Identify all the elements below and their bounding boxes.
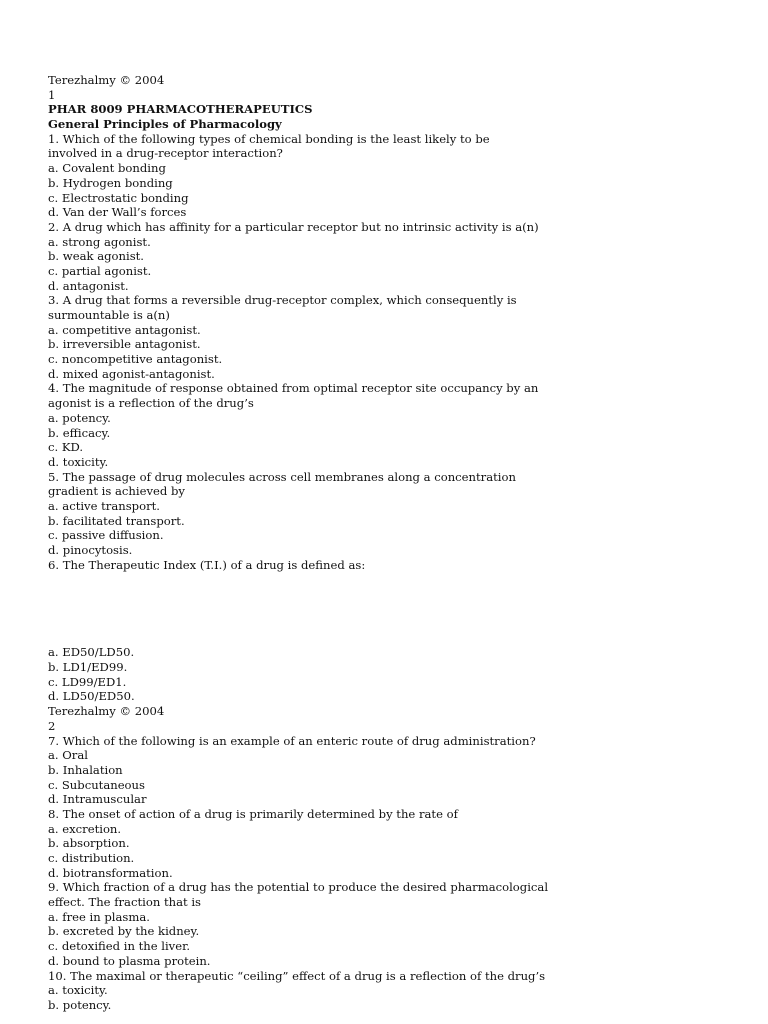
question-5-stem: 5. The passage of drug molecules across cell membranes along a concentration — [48, 469, 516, 484]
question-4-option-c: c. KD. — [48, 440, 84, 455]
question-3-option-c: c. noncompetitive antagonist. — [48, 352, 223, 367]
question-1-stem-cont: involved in a drug-receptor interaction? — [48, 146, 283, 161]
question-4-stem-cont: agonist is a reflection of the drug’s — [48, 396, 254, 411]
question-5-option-c: c. passive diffusion. — [48, 528, 164, 543]
question-4-stem: 4. The magnitude of response obtained from optimal receptor site occupancy by an — [48, 381, 539, 396]
question-3-option-b: b. irreversible antagonist. — [48, 337, 201, 352]
question-8-option-c: c. distribution. — [48, 851, 135, 865]
question-9-stem: 9. Which fraction of a drug has the potential to produce the desired pharmacological — [48, 880, 549, 895]
question-8-option-d: d. biotransformation. — [48, 865, 173, 880]
section-title: General Principles of Pharmacology — [48, 117, 282, 132]
question-4-option-b: b. efficacy. — [48, 425, 111, 440]
question-10-option-b: b. potency. — [48, 997, 112, 1012]
question-5-stem-cont: gradient is achieved by — [48, 484, 185, 499]
question-3-stem: 3. A drug that forms a reversible drug-receptor complex, which consequently is — [48, 293, 517, 308]
question-8-option-b: b. absorption. — [48, 836, 130, 851]
question-7-option-b: b. Inhalation — [48, 762, 123, 777]
question-1-option-c: c. Electrostatic bonding — [48, 190, 189, 205]
question-2-option-b: b. weak agonist. — [48, 249, 144, 264]
question-1-option-d: d. Van der Wall’s forces — [48, 205, 187, 220]
question-3-stem-cont: surmountable is a(n) — [48, 308, 170, 322]
question-7-stem: 7. Which of the following is an example of an enteric route of drug administration? — [48, 733, 536, 748]
question-1-option-a: a. Covalent bonding — [48, 161, 166, 176]
page-header: Terezhalmy © 2004 — [48, 73, 165, 87]
course-title: PHAR 8009 PHARMACOTHERAPEUTICS — [48, 102, 313, 117]
question-6-option-a: a. ED50/LD50. — [48, 645, 135, 660]
question-5-option-d: d. pinocytosis. — [48, 543, 133, 557]
question-7-option-c: c. Subcutaneous — [48, 777, 145, 792]
question-2-option-d: d. antagonist. — [48, 278, 129, 293]
question-5-option-b: b. facilitated transport. — [48, 513, 185, 528]
document-text — [48, 73, 549, 1013]
question-2-option-a: a. strong agonist. — [48, 234, 151, 249]
question-9-option-c: c. detoxified in the liver. — [48, 939, 191, 954]
question-10-option-a: a. toxicity. — [48, 983, 108, 998]
question-6-stem: 6. The Therapeutic Index (T.I.) of a drug is defined as: — [48, 557, 366, 572]
question-9-option-a: a. free in plasma. — [48, 909, 150, 924]
question-5-option-a: a. active transport. — [48, 498, 160, 513]
page-header: Terezhalmy © 2004 — [48, 704, 165, 719]
question-6-option-c: c. LD99/ED1. — [48, 674, 127, 689]
question-2-stem: 2. A drug which has affinity for a particular receptor but no intrinsic activity is a(n) — [48, 219, 539, 234]
question-6-option-d: d. LD50/ED50. — [48, 689, 135, 704]
question-8-stem: 8. The onset of action of a drug is primarily determined by the rate of — [48, 806, 458, 821]
question-3-option-d: d. mixed agonist-antagonist. — [48, 366, 215, 381]
page-number: 1 — [48, 87, 56, 102]
page-number: 2 — [48, 718, 56, 733]
question-9-option-b: b. excreted by the kidney. — [48, 924, 200, 939]
question-6-option-b: b. LD1/ED99. — [48, 660, 128, 675]
question-9-option-d: d. bound to plasma protein. — [48, 953, 211, 968]
blank-space — [48, 572, 488, 645]
question-7-option-a: a. Oral — [48, 748, 88, 763]
question-1-stem: 1. Which of the following types of chemical bonding is the least likely to be — [48, 131, 490, 146]
question-9-stem-cont: effect. The fraction that is — [48, 895, 202, 910]
question-2-option-c: c. partial agonist. — [48, 263, 152, 278]
question-3-option-a: a. competitive antagonist. — [48, 322, 201, 337]
question-1-option-b: b. Hydrogen bonding — [48, 175, 173, 190]
question-4-option-a: a. potency. — [48, 410, 111, 425]
question-10-stem: 10. The maximal or therapeutic “ceiling” effect of a drug is a reflection of the drug’s — [48, 968, 546, 983]
question-8-option-a: a. excretion. — [48, 821, 122, 836]
question-4-option-d: d. toxicity. — [48, 454, 109, 469]
question-7-option-d: d. Intramuscular — [48, 792, 147, 807]
